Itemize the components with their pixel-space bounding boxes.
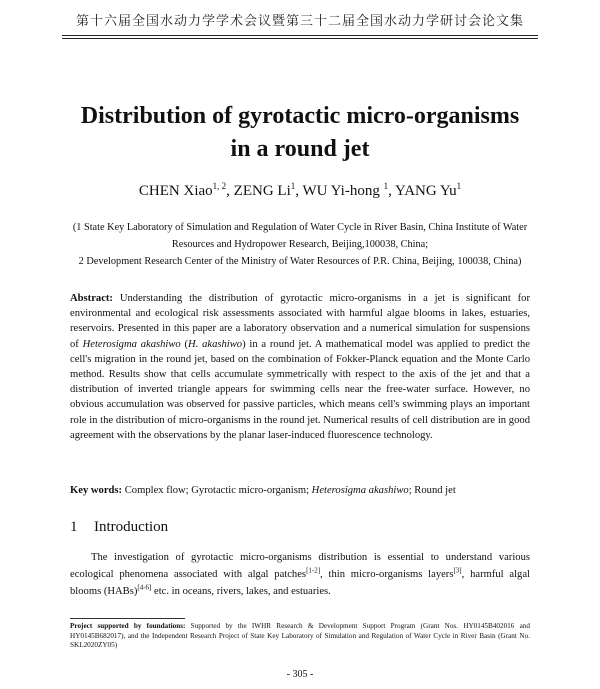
intro-text-b: , thin micro-organisms layers bbox=[320, 569, 454, 580]
citation-ref: [3] bbox=[453, 566, 462, 575]
keywords-text-b: ; Round jet bbox=[408, 485, 456, 496]
abstract bbox=[70, 291, 530, 443]
author-affiliation-mark: 1 bbox=[383, 181, 389, 191]
citation-ref: [1-2] bbox=[306, 566, 321, 575]
affiliation-line-1: (1 State Key Laboratory of Simulation and Regulation of Water Cycle in River Basin, China Institute of Water bbox=[72, 222, 528, 233]
intro-text-c: , harmful algal blooms (HABs) bbox=[70, 569, 530, 597]
author-list bbox=[40, 183, 560, 200]
citation-ref: [4-6] bbox=[137, 583, 152, 592]
affiliation-line-3: 2 Development Research Center of the Ministry of Water Resources of P.R. China, Beijing, 100038, China) bbox=[78, 256, 522, 267]
keywords-text-a: Complex flow; Gyrotactic micro-organism; bbox=[122, 485, 312, 496]
intro-text-a: The investigation of gyrotactic micro-organisms distribution is essential to understand various ecological phenomena associated with algal patches bbox=[70, 552, 530, 580]
footnote-label: Project supported by foundations: bbox=[70, 622, 186, 630]
running-header: 第十六届全国水动力学学术会议暨第三十二届全国水动力学研讨会论文集 bbox=[75, 14, 524, 29]
title-line-2: in a round jet bbox=[230, 136, 370, 162]
affiliation-line-2: Resources and Hydropower Research, Beijing,100038, China; bbox=[171, 239, 429, 250]
footnote-text: Supported by the IWHR Research & Development Support Program (Grant Nos. HY0145B402016 and HY0145B682017), and the Independent Research Project of State Key Laboratory of Simulation and Regulation of Water Cycle in River Basin (Grant No. SKL2020ZY05) bbox=[70, 622, 530, 650]
affiliations bbox=[48, 219, 552, 270]
author-separator: , bbox=[388, 183, 396, 199]
section-heading bbox=[70, 519, 168, 536]
author-separator: , bbox=[226, 183, 234, 199]
abstract-species: Heterosigma akashiwo bbox=[82, 338, 181, 350]
abstract-text-a: Understanding the distribution of gyrotactic micro-organisms in a jet is significant for environmental and ecological risk assessments associated with harmful algae blooms in lakes, estuaries, reservoirs. Presented in this paper are a laboratory observation and a numerical simulation for suspensions of bbox=[70, 293, 530, 350]
page-number: - 305 - bbox=[286, 669, 314, 680]
title-line-1: Distribution of gyrotactic micro-organisms bbox=[80, 103, 520, 129]
intro-paragraph bbox=[70, 549, 530, 600]
section-title: Introduction bbox=[94, 519, 169, 535]
header-rule-thick bbox=[62, 35, 538, 36]
author-name: WU Yi-hong bbox=[302, 183, 384, 199]
author-affiliation-mark: 1 bbox=[290, 181, 296, 191]
footnote-rule bbox=[70, 618, 185, 619]
abstract-label: Abstract: bbox=[70, 293, 113, 304]
author-name: ZENG Li bbox=[233, 183, 291, 199]
abstract-text-b: ( bbox=[180, 338, 189, 350]
author-name: YANG Yu bbox=[395, 183, 457, 199]
paper-title bbox=[40, 100, 560, 166]
keywords-label: Key words: bbox=[70, 485, 123, 496]
keywords bbox=[70, 485, 530, 496]
section-number: 1 bbox=[70, 519, 78, 535]
author-name: CHEN Xiao bbox=[138, 183, 213, 199]
author-affiliation-mark: 1 bbox=[456, 181, 462, 191]
funding-footnote bbox=[70, 622, 530, 651]
abstract-species-abbr: H. akashiwo bbox=[188, 338, 243, 350]
header-rule-thin bbox=[62, 38, 538, 39]
author-separator: , bbox=[295, 183, 303, 199]
keywords-species: Heterosigma akashiwo bbox=[311, 485, 409, 496]
author-affiliation-mark: 1, 2 bbox=[212, 181, 227, 191]
abstract-text-c: ) in a round jet. A mathematical model was applied to predict the cell's migration in the round jet, based on the combination of Fokker-Planck equation and the Monte Carlo method. Results show that cells accumulate symmetrically with respect to the axis of the jet and that a distribution of inverted triangle appears for swimming cells near the free-water surface. However, no obvious accumulation was observed for passive particles, which means cell's swimming plays an important role in the distribution of micro-organisms in the round jet. Numerical results of cell distribution are in good agreement with the observations by the planar laser-induced fluorescence technology. bbox=[70, 338, 530, 441]
intro-text-d: etc. in oceans, rivers, lakes, and estuaries. bbox=[151, 586, 331, 597]
